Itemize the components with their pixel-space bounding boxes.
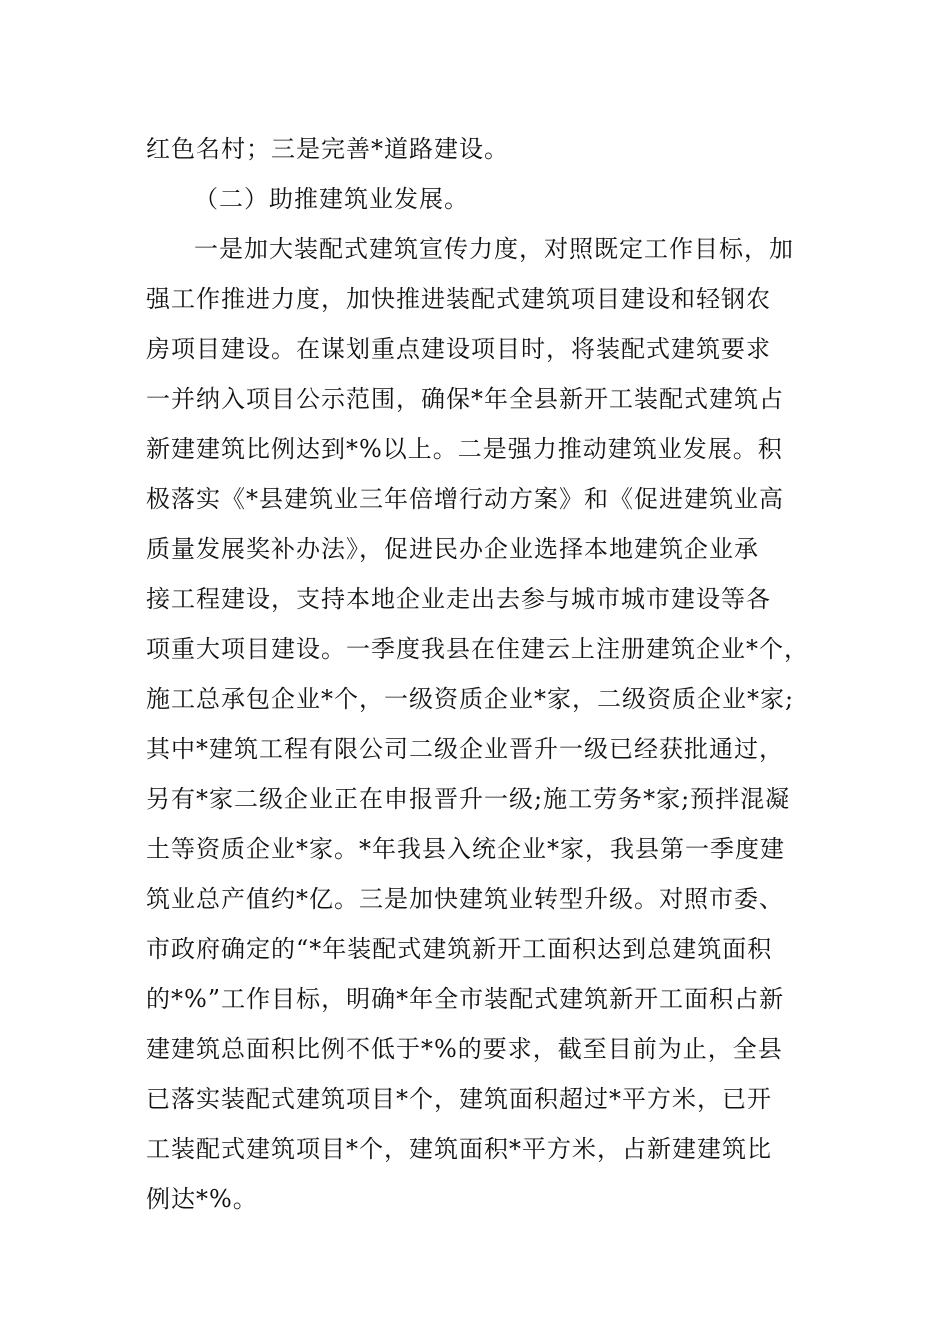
text-line-12: 施工总承包企业*个，一级资质企业*家，二级资质企业*家; bbox=[146, 685, 795, 713]
text-line-22: 例达*%。 bbox=[146, 1185, 258, 1213]
text-line-16: 筑业总产值约*亿。三是加快建筑业转型升级。对照市委、 bbox=[146, 885, 784, 913]
text-line-20: 已落实装配式建筑项目*个，建筑面积超过*平方米，已开 bbox=[146, 1085, 772, 1113]
section-heading: （二）助推建筑业发展。 bbox=[194, 185, 469, 213]
text-line-21: 工装配式建筑项目*个，建筑面积*平方米，占新建建筑比 bbox=[146, 1135, 772, 1163]
text-line-3: 一是加大装配式建筑宣传力度，对照既定工作目标，加 bbox=[194, 235, 794, 263]
text-line-7: 新建建筑比例达到*%以上。二是强力推动建筑业发展。积 bbox=[146, 435, 783, 463]
text-line-8: 极落实《*县建筑业三年倍增行动方案》和《促进建筑业高 bbox=[146, 485, 784, 513]
text-line-14: 另有*家二级企业正在申报晋升一级;施工劳务*家;预拌混凝 bbox=[146, 785, 791, 813]
text-line-5: 房项目建设。在谋划重点建设项目时，将装配式建筑要求 bbox=[146, 335, 771, 363]
text-line-13: 其中*建筑工程有限公司二级企业晋升一级已经获批通过， bbox=[146, 735, 784, 763]
text-line-19: 建建筑总面积比例不低于*%的要求，截至目前为止，全县 bbox=[146, 1035, 783, 1063]
text-line-17: 市政府确定的“*年装配式建筑新开工面积达到总建筑面积 bbox=[146, 935, 773, 963]
text-line-11: 项重大项目建设。一季度我县在住建云上注册建筑企业*个， bbox=[146, 635, 809, 663]
text-line-9: 质量发展奖补办法》，促进民办企业选择本地建筑企业承 bbox=[146, 535, 759, 563]
text-line-1: 红色名村；三是完善*道路建设。 bbox=[146, 135, 509, 163]
text-line-18: 的*%”工作目标，明确*年全市装配式建筑新开工面积占新 bbox=[146, 985, 785, 1013]
text-line-4: 强工作推进力度，加快推进装配式建筑项目建设和轻钢农 bbox=[146, 285, 771, 313]
text-line-10: 接工程建设，支持本地企业走出去参与城市城市建设等各 bbox=[146, 585, 771, 613]
text-line-6: 一并纳入项目公示范围，确保*年全县新开工装配式建筑占 bbox=[146, 385, 784, 413]
text-line-15: 土等资质企业*家。*年我县入统企业*家，我县第一季度建 bbox=[146, 835, 785, 863]
